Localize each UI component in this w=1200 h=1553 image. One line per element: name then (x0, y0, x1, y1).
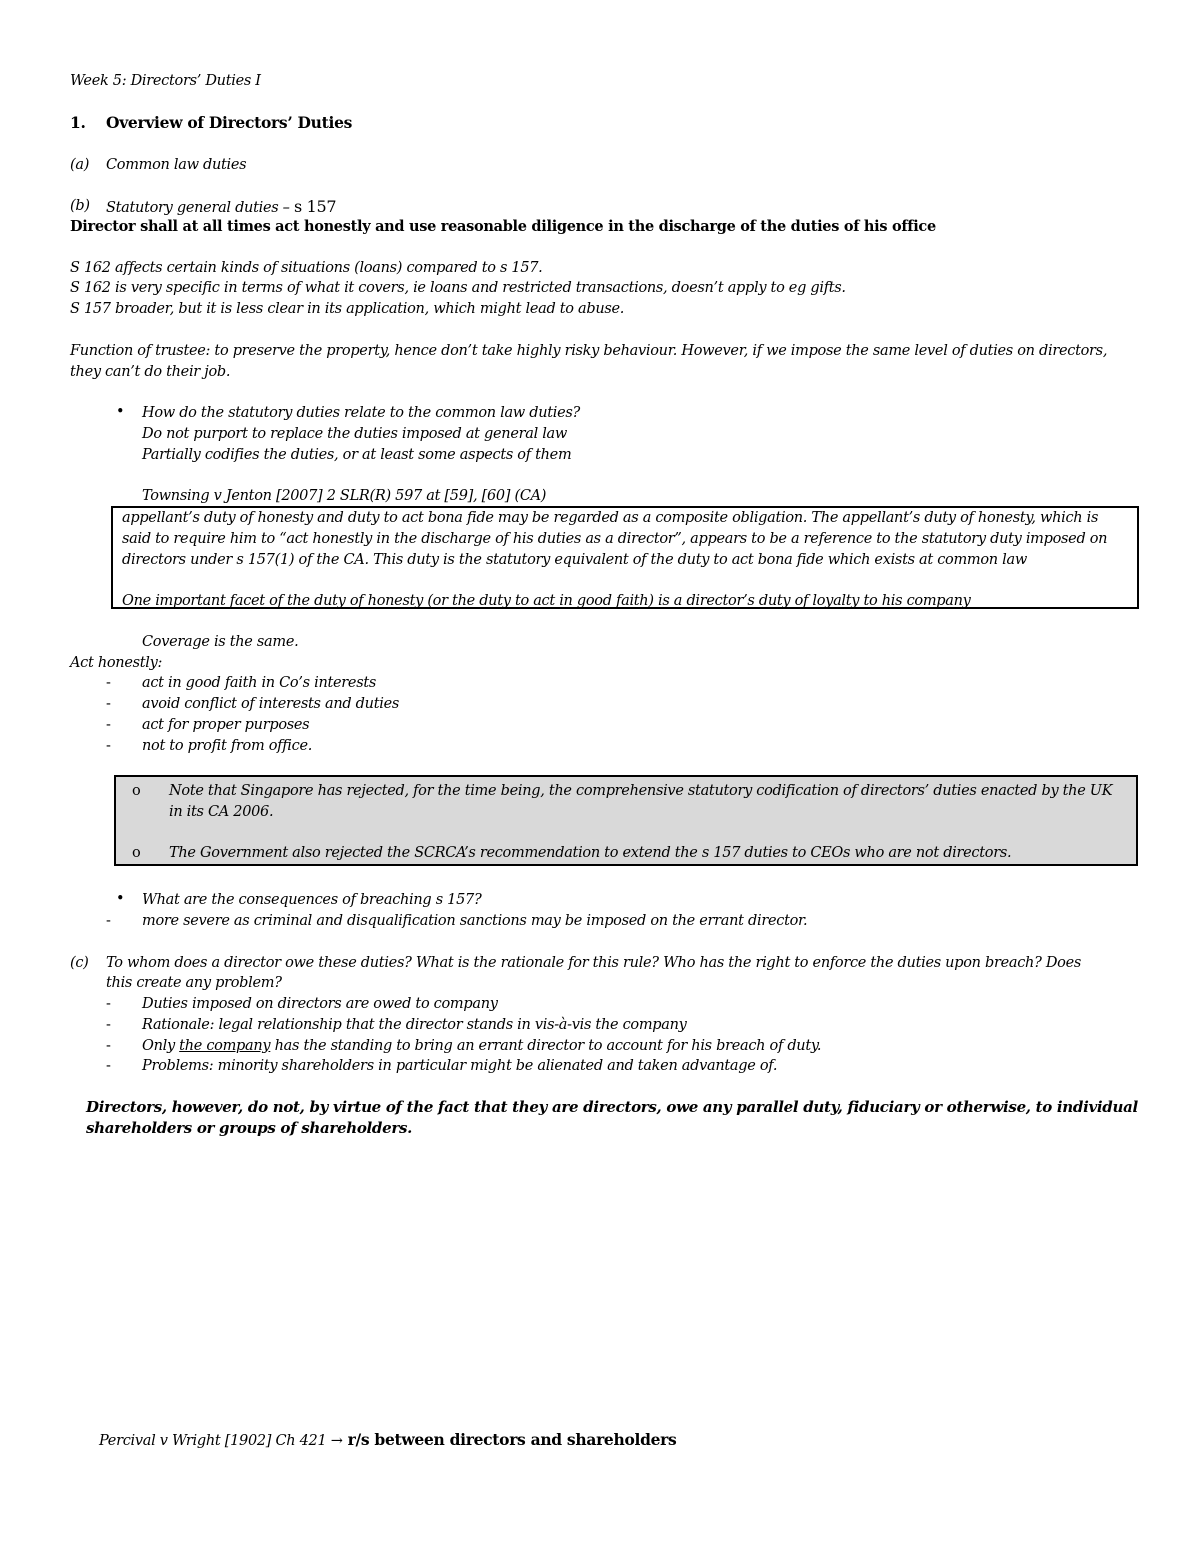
label-b: (b) (70, 198, 90, 214)
bullet-icon: • (116, 404, 125, 420)
label-c: (c) (70, 955, 89, 971)
bullet1-line-1: How do the statutory duties relate to the common law duties? (142, 405, 581, 421)
percival-line (99, 1429, 676, 1452)
honesty-item-2: avoid conflict of interests and duties (142, 696, 399, 712)
c-item-1: Duties imposed on directors are owed to company (142, 996, 498, 1012)
statutory-duties-text: Statutory general duties – (106, 200, 294, 216)
section-number: 1. (70, 113, 86, 132)
bullet1-line-3: Partially codifies the duties, or at least some aspects of them (142, 447, 572, 463)
only-prefix: Only (142, 1038, 180, 1054)
dash-icon: - (106, 1058, 111, 1074)
act-honestly-label: Act honestly: (70, 655, 163, 671)
dash-icon: - (106, 696, 111, 712)
label-a: (a) (70, 157, 90, 173)
dash-icon: - (106, 738, 111, 754)
quote-line-2: said to require him to “act honestly in the discharge of his duties as a director”, appears to be a reference to the statutory duty imposed on (122, 531, 1108, 547)
note1-line-1: Note that Singapore has rejected, for the time being, the comprehensive statutory codification of directors’ duties enacted by the UK (169, 783, 1113, 799)
common-law-duties: Common law duties (106, 157, 247, 173)
c-line-1: To whom does a director owe these duties? What is the rationale for this rule? Who has the right to enforce the duties upon breach? Does (106, 955, 1082, 971)
bullet2-question: What are the consequences of breaching s 157? (142, 892, 482, 908)
circle-bullet-icon: o (132, 845, 141, 861)
dash-icon: - (106, 675, 111, 691)
section-157-ref: s 157 (293, 197, 337, 216)
circle-bullet-icon: o (132, 783, 141, 799)
conclusion-line-2: shareholders or groups of shareholders. (86, 1119, 413, 1137)
c-line-2: this create any problem? (106, 975, 282, 991)
note2-line: The Government also rejected the SCRCA’s recommendation to extend the s 157 duties to CEOs who are not directors. (169, 845, 1012, 861)
bullet-icon: • (116, 891, 125, 907)
quote-line-3: directors under s 157(1) of the CA. This duty is the statutory equivalent of the duty to act bona fide which exists at common law (122, 552, 1027, 568)
honesty-item-1: act in good faith in Co’s interests (142, 675, 377, 691)
trustee-line-2: they can’t do their job. (70, 364, 231, 380)
trustee-line-1: Function of trustee: to preserve the property, hence don’t take highly risky behaviour. However, if we impose the same level of duties on directors, (70, 343, 1108, 359)
s157-statutory-text: Director shall at all times act honestly and use reasonable diligence in the discharge of the duties of his office (70, 218, 936, 235)
bullet1-line-2: Do not purport to replace the duties imposed at general law (142, 426, 568, 442)
s162-line-1: S 162 affects certain kinds of situations (loans) compared to s 157. (70, 260, 543, 276)
honesty-item-3: act for proper purposes (142, 717, 310, 733)
c-item-2: Rationale: legal relationship that the director stands in vis-à-vis the company (142, 1017, 687, 1033)
dash-icon: - (106, 1017, 111, 1033)
dash-icon: - (106, 717, 111, 733)
honesty-item-4: not to profit from office. (142, 738, 313, 754)
conclusion-line-1: Directors, however, do not, by virtue of the fact that they are directors, owe any parallel duty, fiduciary or otherwise, to individual (86, 1098, 1138, 1116)
case-citation: Townsing v Jenton [2007] 2 SLR(R) 597 at [59], [60] (CA) (142, 488, 547, 504)
coverage-note: Coverage is the same. (142, 634, 299, 650)
c-item-4: Problems: minority shareholders in particular might be alienated and taken advantage of. (142, 1058, 778, 1074)
percival-relationship: r/s between directors and shareholders (342, 1430, 677, 1449)
note1-line-2: in its CA 2006. (169, 804, 274, 820)
only-suffix: has the standing to bring an errant director to account for his breach of duty. (270, 1038, 822, 1054)
c-item-3 (142, 1036, 821, 1057)
bullet2-answer: more severe as criminal and disqualification sanctions may be imposed on the errant director. (142, 913, 808, 929)
percival-case: Percival v Wright [1902] Ch 421 (99, 1433, 331, 1449)
section-heading: Overview of Directors’ Duties (106, 113, 353, 132)
s162-line-2: S 162 is very specific in terms of what it covers, ie loans and restricted transactions, doesn’t apply to eg gifts. (70, 280, 846, 296)
s162-line-3: S 157 broader, but it is less clear in its application, which might lead to abuse. (70, 301, 625, 317)
dash-icon: - (106, 913, 111, 929)
page-title: Week 5: Directors’ Duties I (70, 73, 261, 89)
quote-line-4: One important facet of the duty of honesty (or the duty to act in good faith) is a director’s duty of loyalty to his company (122, 593, 971, 609)
dash-icon: - (106, 996, 111, 1012)
right-arrow-icon: → (330, 1433, 343, 1449)
the-company-underlined: the company (179, 1038, 271, 1054)
quote-line-1: appellant’s duty of honesty and duty to act bona fide may be regarded as a composite obligation. The appellant’s duty of honesty, which is (122, 510, 1099, 526)
dash-icon: - (106, 1038, 111, 1054)
